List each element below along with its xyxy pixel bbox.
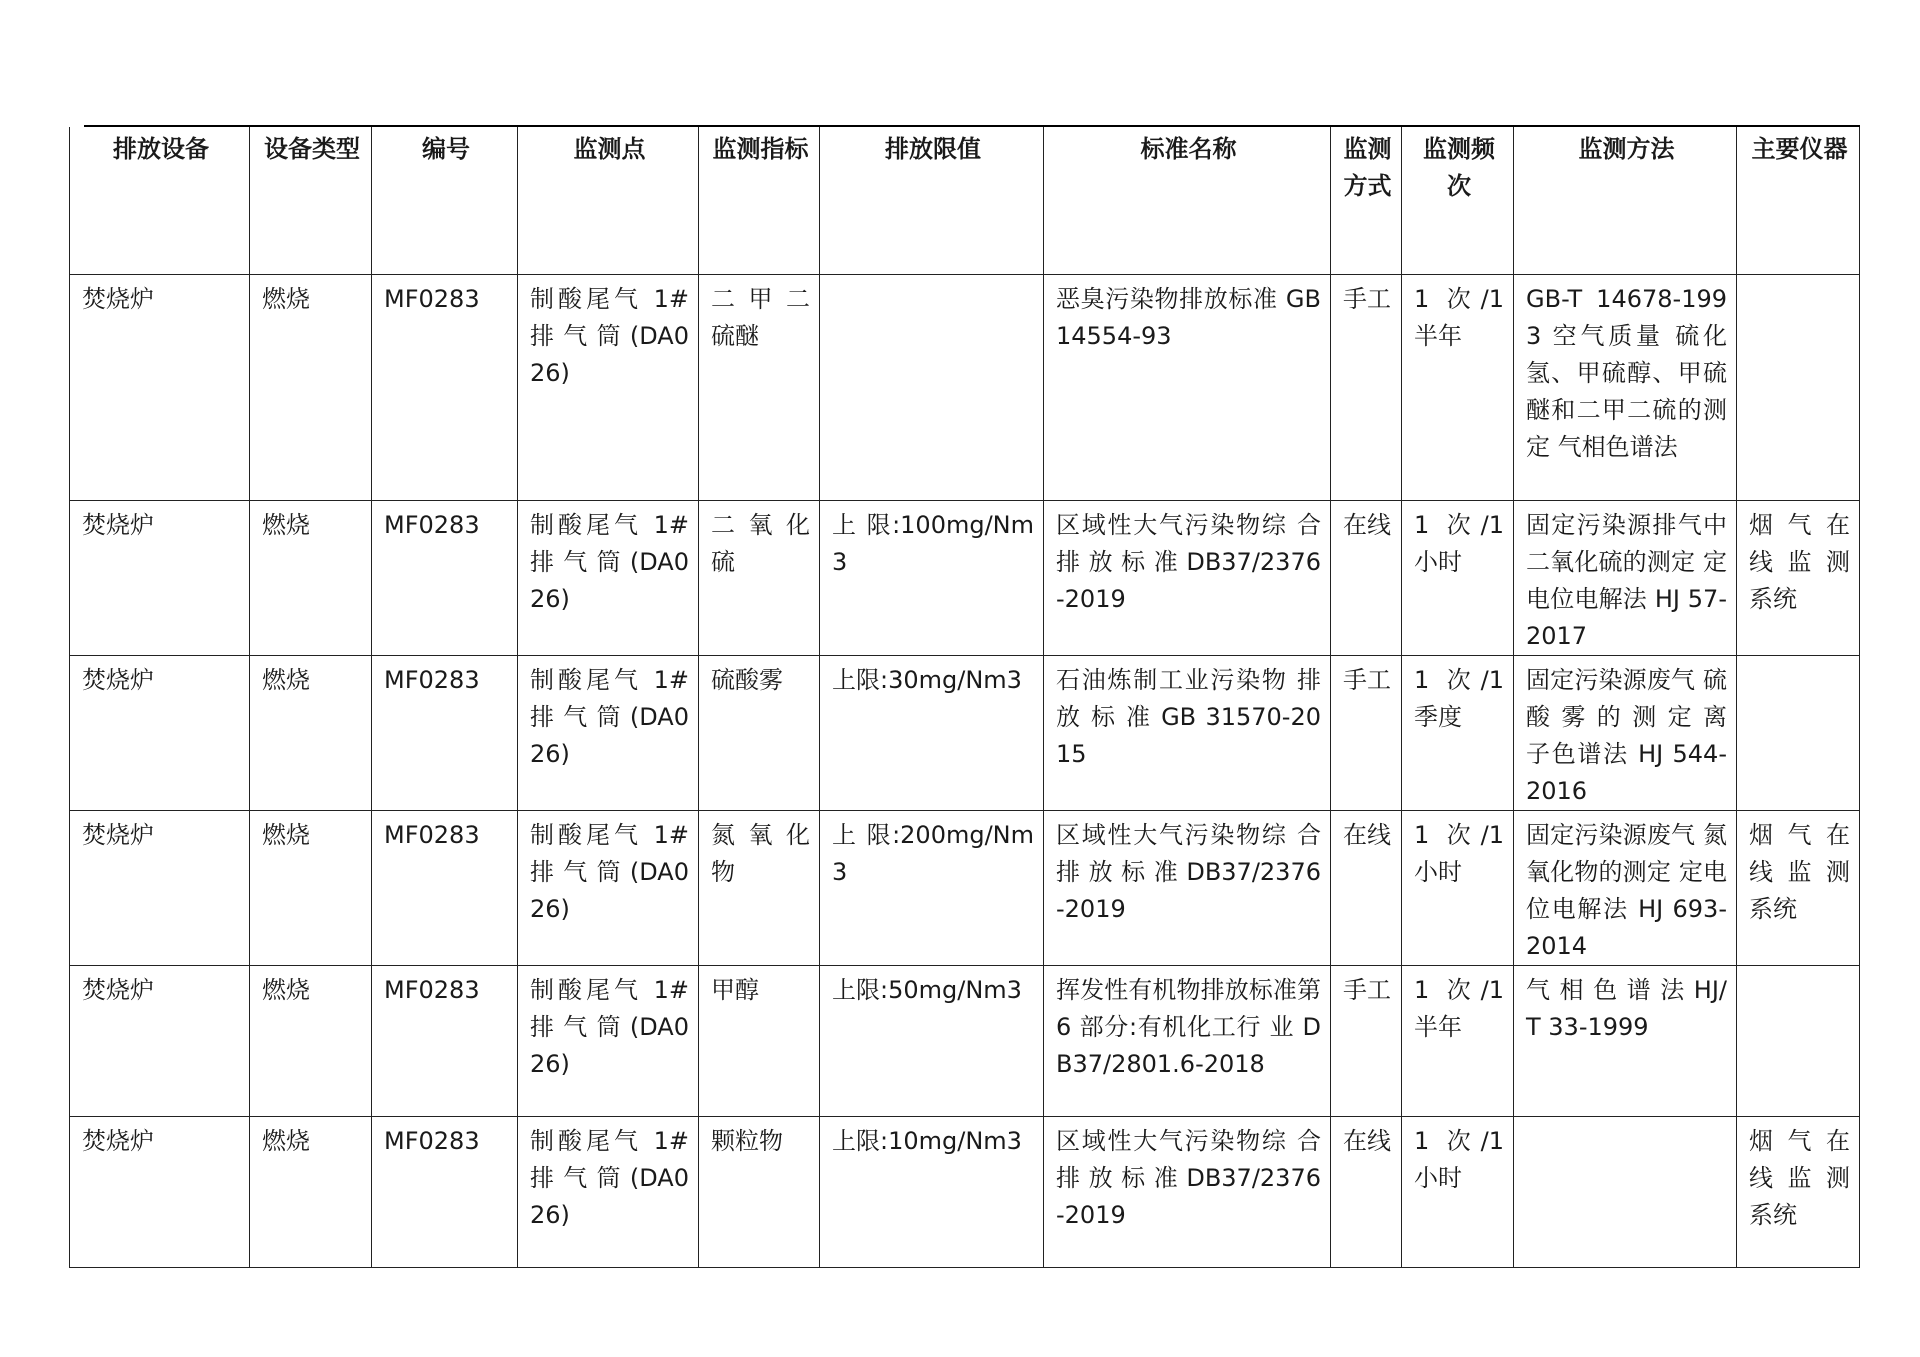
table-cell: 燃烧 bbox=[250, 811, 372, 966]
table-cell: 在线 bbox=[1331, 811, 1402, 966]
table-row bbox=[70, 501, 1860, 656]
table-cell: 焚烧炉 bbox=[70, 1117, 250, 1268]
table-cell: 1 次/1 季度 bbox=[1402, 656, 1514, 811]
table-cell: 区域性大气污染物综 合 排 放 标 准 DB37/2376-2019 bbox=[1044, 811, 1331, 966]
table-cell: 二 甲 二 硫醚 bbox=[699, 275, 820, 501]
table-cell: 上 限:100mg/Nm3 bbox=[820, 501, 1044, 656]
header-cell: 编号 bbox=[372, 127, 518, 275]
table-cell: GB-T 14678-1993 空气质量 硫化氢、甲硫醇、甲硫醚和二甲二硫的测定 气相色谱法 bbox=[1514, 275, 1737, 501]
table-cell: 焚烧炉 bbox=[70, 656, 250, 811]
table-cell: 燃烧 bbox=[250, 275, 372, 501]
table-cell: 挥发性有机物排放标准第 6 部分:有机化工行 业 DB37/2801.6-2018 bbox=[1044, 966, 1331, 1117]
monitoring-table bbox=[69, 127, 1860, 1268]
table-row bbox=[70, 811, 1860, 966]
table-cell: 制酸尾气 1# 排 气 筒 (DA026) bbox=[518, 1117, 699, 1268]
table-cell: MF0283 bbox=[372, 1117, 518, 1268]
header-cell: 监测方法 bbox=[1514, 127, 1737, 275]
table-cell bbox=[1737, 966, 1860, 1117]
header-cell: 监测方式 bbox=[1331, 127, 1402, 275]
table-cell: 焚烧炉 bbox=[70, 275, 250, 501]
table-header-row bbox=[70, 127, 1860, 275]
header-cell: 排放限值 bbox=[820, 127, 1044, 275]
table-cell bbox=[820, 275, 1044, 501]
table-cell: 在线 bbox=[1331, 1117, 1402, 1268]
table-cell: 颗粒物 bbox=[699, 1117, 820, 1268]
table-cell: 气 相 色 谱 法 HJ/T 33-1999 bbox=[1514, 966, 1737, 1117]
table-cell: 制酸尾气 1# 排 气 筒 (DA026) bbox=[518, 811, 699, 966]
table-cell: 燃烧 bbox=[250, 1117, 372, 1268]
table-row bbox=[70, 656, 1860, 811]
table-cell: 1 次/1 小时 bbox=[1402, 501, 1514, 656]
table-cell: 上限:50mg/Nm3 bbox=[820, 966, 1044, 1117]
table-cell: 手工 bbox=[1331, 275, 1402, 501]
header-cell: 监测指标 bbox=[699, 127, 820, 275]
table-cell: 在线 bbox=[1331, 501, 1402, 656]
table-cell: 手工 bbox=[1331, 656, 1402, 811]
table-row bbox=[70, 966, 1860, 1117]
table-cell: 1 次/1 小时 bbox=[1402, 1117, 1514, 1268]
table-cell: 燃烧 bbox=[250, 966, 372, 1117]
table-cell: 区域性大气污染物综 合 排 放 标 准 DB37/2376-2019 bbox=[1044, 1117, 1331, 1268]
table-cell: 上 限:200mg/Nm3 bbox=[820, 811, 1044, 966]
table-cell bbox=[1737, 275, 1860, 501]
table-cell: 燃烧 bbox=[250, 656, 372, 811]
table-cell: 1 次/1 半年 bbox=[1402, 275, 1514, 501]
table-cell: 上限:30mg/Nm3 bbox=[820, 656, 1044, 811]
table-cell: 1 次/1 小时 bbox=[1402, 811, 1514, 966]
table-cell: 手工 bbox=[1331, 966, 1402, 1117]
table-cell: 焚烧炉 bbox=[70, 966, 250, 1117]
table-cell: MF0283 bbox=[372, 275, 518, 501]
table-cell: 二 氧 化 硫 bbox=[699, 501, 820, 656]
table-cell: 焚烧炉 bbox=[70, 501, 250, 656]
table-cell: 制酸尾气 1# 排 气 筒 (DA026) bbox=[518, 656, 699, 811]
header-cell: 标准名称 bbox=[1044, 127, 1331, 275]
header-cell: 监测点 bbox=[518, 127, 699, 275]
table-cell: 焚烧炉 bbox=[70, 811, 250, 966]
table-cell: 制酸尾气 1# 排 气 筒 (DA026) bbox=[518, 501, 699, 656]
table-cell: 甲醇 bbox=[699, 966, 820, 1117]
table-cell: 烟 气 在 线 监 测 系统 bbox=[1737, 501, 1860, 656]
table-cell: MF0283 bbox=[372, 656, 518, 811]
table-cell bbox=[1737, 656, 1860, 811]
table-cell bbox=[1514, 1117, 1737, 1268]
table-cell: 燃烧 bbox=[250, 501, 372, 656]
header-cell: 设备类型 bbox=[250, 127, 372, 275]
table-cell: 1 次/1 半年 bbox=[1402, 966, 1514, 1117]
table-cell: 固定污染源排气中二氧化硫的测定 定电位电解法 HJ 57-2017 bbox=[1514, 501, 1737, 656]
table-cell: 烟 气 在 线 监 测 系统 bbox=[1737, 811, 1860, 966]
table-cell: 氮 氧 化 物 bbox=[699, 811, 820, 966]
table-cell: MF0283 bbox=[372, 501, 518, 656]
table-row bbox=[70, 275, 1860, 501]
table-cell: 制酸尾气 1# 排 气 筒 (DA026) bbox=[518, 966, 699, 1117]
table-cell: 固定污染源废气 硫 酸 雾 的 测 定 离子色谱法 HJ 544-2016 bbox=[1514, 656, 1737, 811]
table-cell: 固定污染源废气 氮氧化物的测定 定电位电解法 HJ 693-2014 bbox=[1514, 811, 1737, 966]
header-cell: 监测频次 bbox=[1402, 127, 1514, 275]
table-cell: MF0283 bbox=[372, 966, 518, 1117]
table-cell: 上限:10mg/Nm3 bbox=[820, 1117, 1044, 1268]
table-cell: 硫酸雾 bbox=[699, 656, 820, 811]
table-cell: 制酸尾气 1# 排 气 筒 (DA026) bbox=[518, 275, 699, 501]
table-cell: 恶臭污染物排放标准 GB 14554-93 bbox=[1044, 275, 1331, 501]
table-cell: 石油炼制工业污染物 排 放 标 准 GB 31570-2015 bbox=[1044, 656, 1331, 811]
table-row bbox=[70, 1117, 1860, 1268]
table-cell: MF0283 bbox=[372, 811, 518, 966]
header-cell: 主要仪器 bbox=[1737, 127, 1860, 275]
table-cell: 烟 气 在 线 监 测 系统 bbox=[1737, 1117, 1860, 1268]
table-cell: 区域性大气污染物综 合 排 放 标 准 DB37/2376-2019 bbox=[1044, 501, 1331, 656]
header-cell: 排放设备 bbox=[70, 127, 250, 275]
